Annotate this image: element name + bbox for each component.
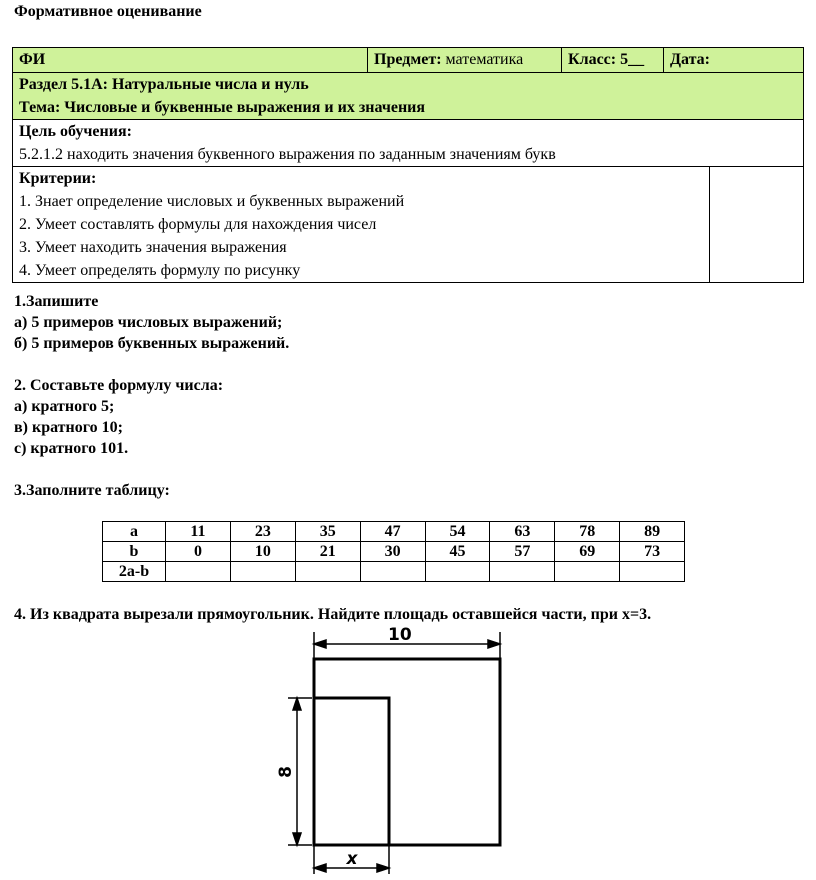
task3-title: 3.Заполните таблицу: <box>14 482 170 499</box>
answer-cell[interactable] <box>425 562 490 582</box>
table-cell: 47 <box>360 522 425 542</box>
table-cell: 30 <box>360 542 425 562</box>
task2-title: 2. Составьте формулу числа: <box>14 377 224 394</box>
task1-a: а) 5 примеров числовых выражений; <box>14 314 283 331</box>
table-row <box>103 562 685 582</box>
fi-cell[interactable]: ФИ <box>13 48 368 73</box>
table-cell: 89 <box>620 522 685 542</box>
answer-cell[interactable] <box>490 562 555 582</box>
goal-row <box>13 120 804 167</box>
table-row <box>103 542 685 562</box>
meta-row <box>13 48 804 73</box>
task1-title: 1.Запишите <box>14 293 99 310</box>
values-table <box>102 521 685 582</box>
info-table <box>12 47 804 283</box>
document-title: Формативное оценивание <box>14 3 202 20</box>
criteria-mark-cell[interactable] <box>710 167 804 283</box>
table-cell: 10 <box>230 542 295 562</box>
criteria-label: Критерии: <box>19 170 97 187</box>
task1-b: б) 5 примеров буквенных выражений. <box>14 335 290 352</box>
top-dimension-label: 10 <box>388 625 412 645</box>
outer-square <box>314 659 500 845</box>
table-cell: 23 <box>230 522 295 542</box>
square-figure <box>270 622 510 876</box>
table-cell: 11 <box>166 522 231 542</box>
row-label: 2a-b <box>103 562 166 582</box>
subject-label: Предмет: <box>374 51 442 68</box>
answer-cell[interactable] <box>360 562 425 582</box>
table-cell: 35 <box>295 522 360 542</box>
subject-cell <box>368 48 562 73</box>
date-cell[interactable]: Дата: <box>664 48 804 73</box>
table-cell: 69 <box>555 542 620 562</box>
answer-cell[interactable] <box>230 562 295 582</box>
table-cell: 54 <box>425 522 490 542</box>
answer-cell[interactable] <box>620 562 685 582</box>
topic-title: Тема: Числовые и буквенные выражения и их значения <box>19 99 426 116</box>
section-title: Раздел 5.1А: Натуральные числа и нуль <box>19 76 309 93</box>
class-cell[interactable]: Класс: 5__ <box>562 48 664 73</box>
table-cell: 73 <box>620 542 685 562</box>
row-label: b <box>103 542 166 562</box>
cut-rectangle <box>314 698 389 845</box>
section-row <box>13 73 804 120</box>
answer-cell[interactable] <box>555 562 620 582</box>
criteria-item: 2. Умеет составлять формулы для нахождения чисел <box>19 216 377 233</box>
row-label: a <box>103 522 166 542</box>
table-cell: 57 <box>490 542 555 562</box>
task2-c: с) кратного 101. <box>14 440 129 457</box>
task4-title: 4. Из квадрата вырезали прямоугольник. Найдите площадь оставшейся части, при х=3. <box>14 606 652 623</box>
goal-label: Цель обучения: <box>19 123 132 140</box>
table-cell: 21 <box>295 542 360 562</box>
table-row <box>103 522 685 542</box>
table-cell: 45 <box>425 542 490 562</box>
criteria-item: 1. Знает определение числовых и буквенных выражений <box>19 193 405 210</box>
subject-value: математика <box>441 51 524 68</box>
table-cell: 63 <box>490 522 555 542</box>
goal-text: 5.2.1.2 находить значения буквенного выражения по заданным значениям букв <box>19 146 556 163</box>
left-dimension-label: 8 <box>276 766 296 778</box>
table-cell: 78 <box>555 522 620 542</box>
task2-a: а) кратного 5; <box>14 398 115 415</box>
answer-cell[interactable] <box>295 562 360 582</box>
table-cell: 0 <box>166 542 231 562</box>
task2-b: в) кратного 10; <box>14 419 123 436</box>
criteria-row <box>13 167 804 283</box>
answer-cell[interactable] <box>166 562 231 582</box>
bottom-dimension-label: x <box>346 849 358 869</box>
criteria-item: 4. Умеет определять формулу по рисунку <box>19 262 301 279</box>
criteria-item: 3. Умеет находить значения выражения <box>19 239 287 256</box>
tasks-block <box>14 291 289 501</box>
